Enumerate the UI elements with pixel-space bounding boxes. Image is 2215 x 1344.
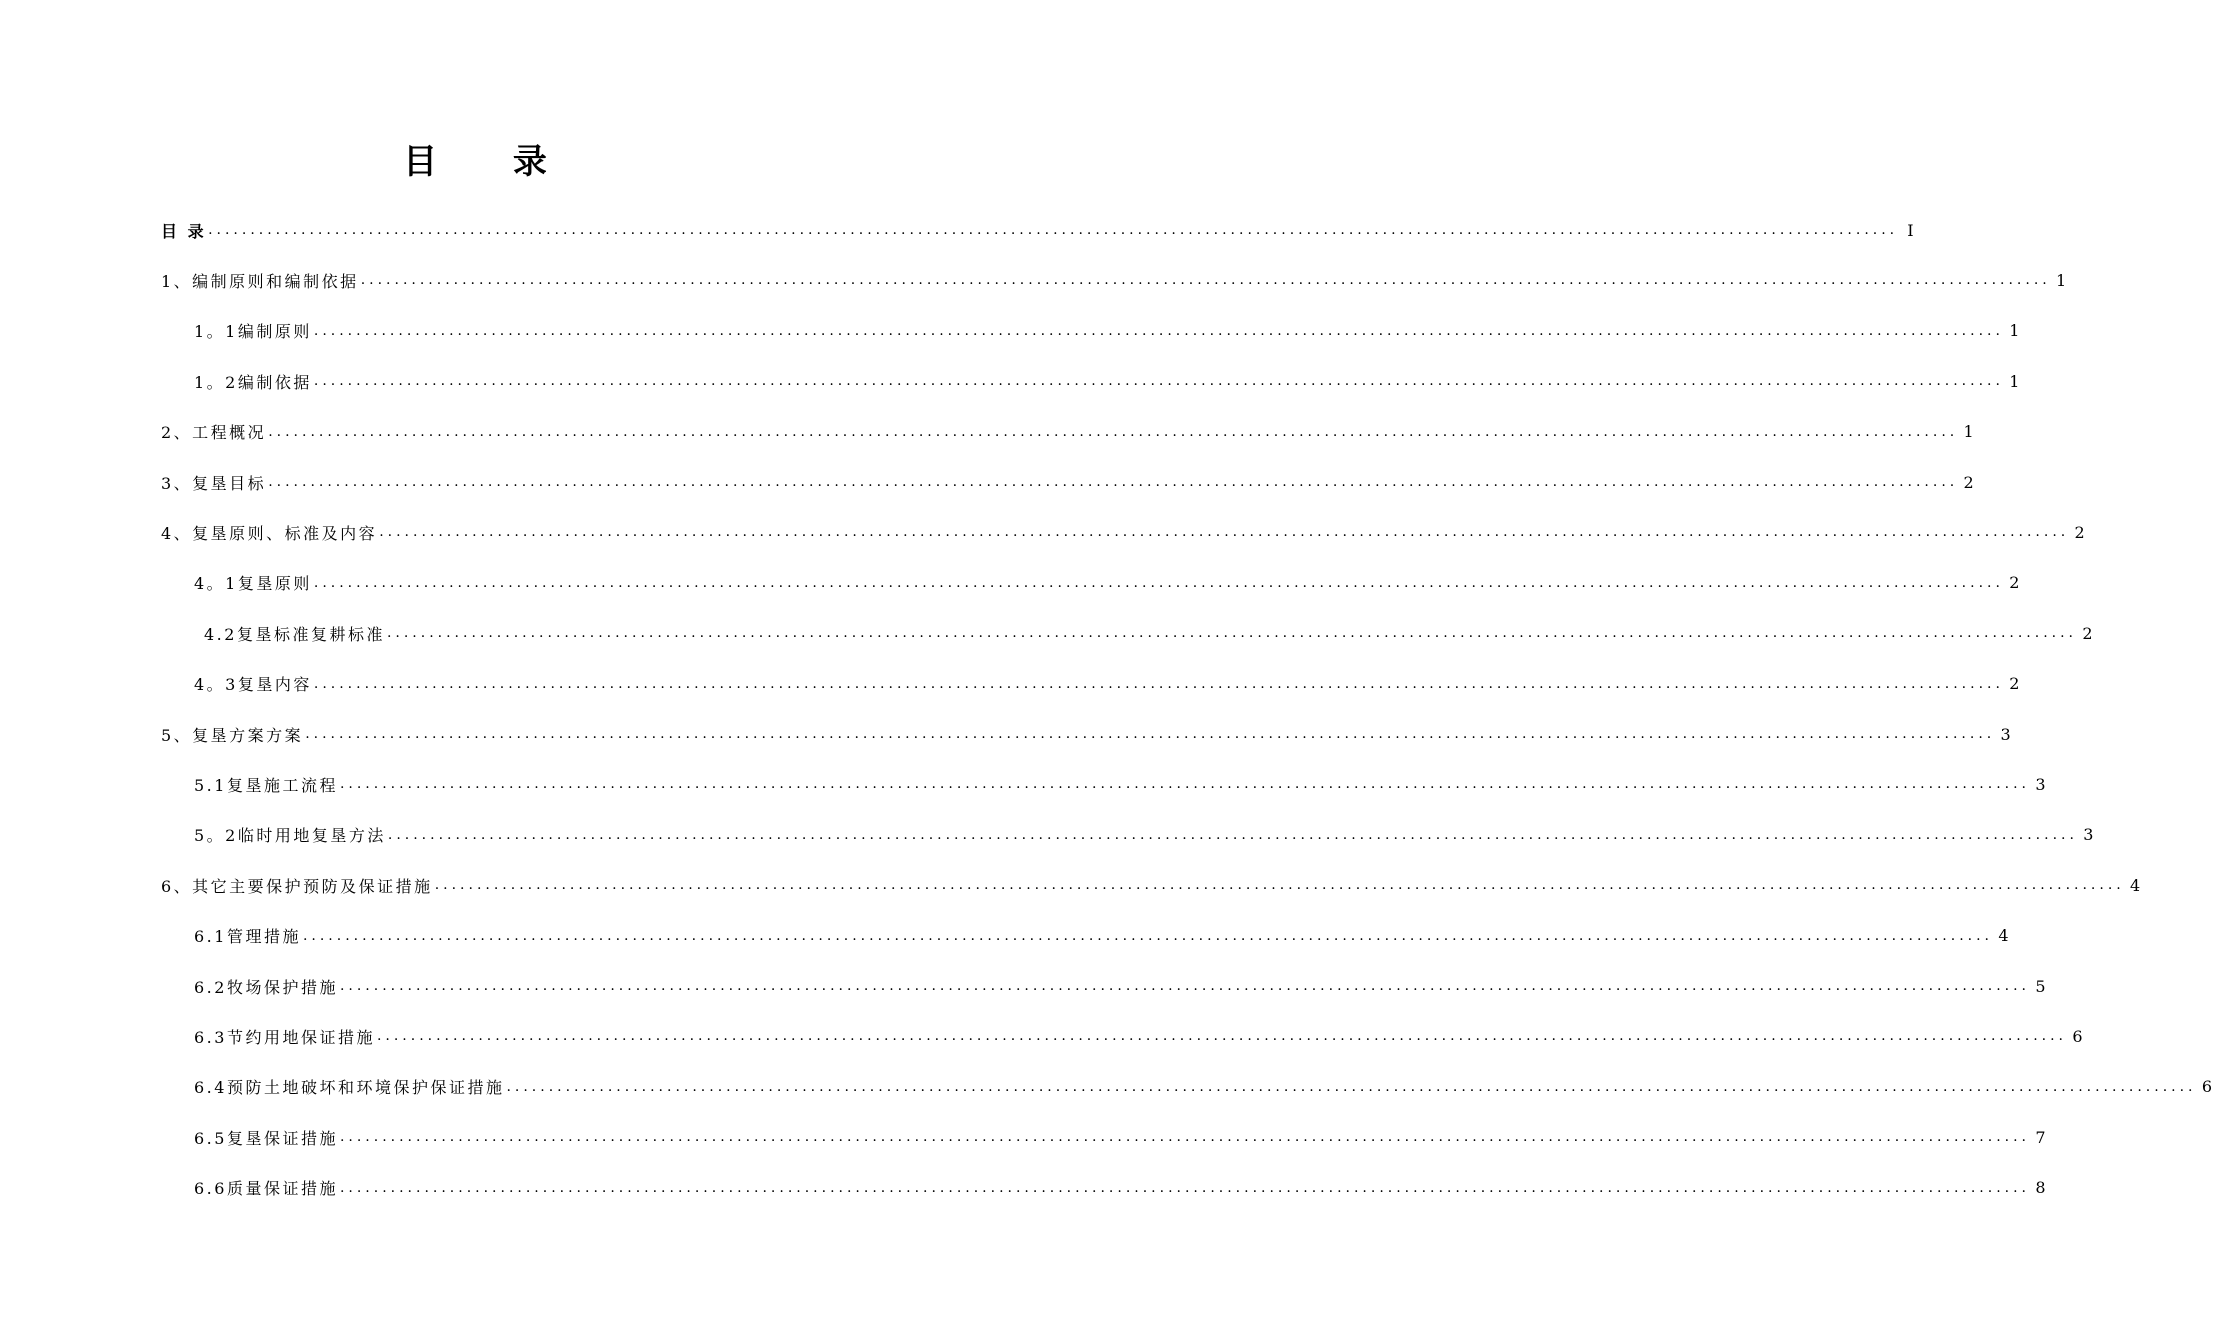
toc-leader-dots: ........................................................................................................................................................................................................ <box>313 373 2004 390</box>
toc-leader-dots: ........................................................................................................................................................................................................ <box>339 1179 2030 1196</box>
toc-page-number: 2 <box>2009 573 2022 593</box>
toc-entry-label: 4.2复垦标准复耕标准 <box>204 624 385 644</box>
toc-entry[interactable] <box>0 961 2048 1011</box>
toc-page-number: 6 <box>2072 1026 2085 1046</box>
toc-leader-dots: ........................................................................................................................................................................................................ <box>268 423 1959 440</box>
toc-entry-label: 5.1复垦施工流程 <box>194 775 338 795</box>
toc-leader-dots: ........................................................................................................................................................................................................ <box>208 222 1899 238</box>
toc-entry[interactable] <box>0 507 2088 557</box>
toc-entry-label: 6.1管理措施 <box>194 927 301 947</box>
toc-leader-dots: ........................................................................................................................................................................................................ <box>302 927 1993 944</box>
toc-entry-label: 2、工程概况 <box>161 423 267 443</box>
toc-entry[interactable] <box>0 558 2022 608</box>
toc-leader-dots: ........................................................................................................................................................................................................ <box>313 322 2004 339</box>
toc-entry-label: 1、编制原则和编制依据 <box>161 271 359 291</box>
toc-leader-dots: ........................................................................................................................................................................................................ <box>268 474 1959 490</box>
toc-entry[interactable] <box>0 1163 2048 1213</box>
toc-entry-label: 5。2临时用地复垦方法 <box>194 826 386 846</box>
toc-entry[interactable] <box>0 709 2014 759</box>
toc-leader-dots: ........................................................................................................................................................................................................ <box>313 574 2004 591</box>
toc-leader-dots: ........................................................................................................................................................................................................ <box>339 978 2030 994</box>
toc-page-number: 3 <box>2083 825 2096 845</box>
toc-entry-label: 5、复垦方案方案 <box>161 725 304 745</box>
toc-leader-dots: ........................................................................................................................................................................................................ <box>434 877 2125 894</box>
toc-entry-label: 目 录 <box>161 221 207 241</box>
toc-entry[interactable] <box>0 457 1977 507</box>
toc-page-number: 6 <box>2201 1077 2215 1097</box>
toc-page-number: 8 <box>2035 1178 2048 1198</box>
toc-entry-label: 6.5复垦保证措施 <box>194 1128 338 1148</box>
toc-entry[interactable] <box>0 608 2095 658</box>
toc-leader-dots: ........................................................................................................................................................................................................ <box>339 776 2030 793</box>
toc-entry-label: 4、复垦原则、标准及内容 <box>161 523 378 543</box>
toc-entry-label: 1。1编制原则 <box>194 322 312 342</box>
toc-entry[interactable] <box>0 1112 2048 1162</box>
toc-entry-label: 1。2编制依据 <box>194 372 312 392</box>
toc-entry[interactable] <box>0 659 2022 709</box>
toc-entry-label: 3、复垦目标 <box>161 473 267 493</box>
toc-entry[interactable] <box>0 911 2011 961</box>
toc-page-number: 1 <box>1963 422 1977 442</box>
toc-entry[interactable] <box>0 255 2069 305</box>
toc-page-number: 3 <box>2000 724 2014 744</box>
toc-entry[interactable] <box>0 759 2048 809</box>
toc-leader-dots: ........................................................................................................................................................................................................ <box>506 1078 2197 1095</box>
toc-leader-dots: ........................................................................................................................................................................................................ <box>379 524 2070 541</box>
toc-entry[interactable] <box>0 356 2022 406</box>
toc-entry-label: 6.3节约用地保证措施 <box>194 1027 375 1047</box>
toc-leader-dots: ........................................................................................................................................................................................................ <box>360 272 2051 289</box>
toc-page-number: 1 <box>2009 371 2022 391</box>
toc-page-number: 2 <box>2082 623 2095 643</box>
toc-page-number: 2 <box>2009 674 2022 694</box>
toc-entry[interactable] <box>0 205 1917 255</box>
toc-leader-dots: ........................................................................................................................................................................................................ <box>313 675 2004 692</box>
toc-entry-label: 6.6质量保证措施 <box>194 1179 338 1199</box>
page-title: 目 录 <box>403 142 579 182</box>
toc-page-number: 3 <box>2035 774 2048 794</box>
toc-page-number: 1 <box>2056 270 2069 290</box>
toc-entry-label: 6.4预防土地破坏和环境保护保证措施 <box>194 1078 505 1098</box>
toc-entry[interactable] <box>0 407 1977 457</box>
toc-entry[interactable] <box>0 306 2022 356</box>
toc-entry-label: 4。3复垦内容 <box>194 675 312 695</box>
toc-entry-label: 6.2牧场保护措施 <box>194 977 338 997</box>
toc-page-number: 4 <box>2130 875 2143 895</box>
toc-entry[interactable] <box>0 1011 2085 1061</box>
toc-page-number: 2 <box>2074 522 2088 542</box>
toc-page-number: 2 <box>1963 472 1977 492</box>
toc-entry[interactable] <box>0 1062 2215 1112</box>
toc-leader-dots: ........................................................................................................................................................................................................ <box>339 1129 2030 1146</box>
toc-leader-dots: ........................................................................................................................................................................................................ <box>386 625 2077 642</box>
toc-entry-label: 6、其它主要保护预防及保证措施 <box>161 876 433 896</box>
toc-entry[interactable] <box>0 860 2143 910</box>
toc-page-number: 5 <box>2035 976 2048 996</box>
toc-leader-dots: ........................................................................................................................................................................................................ <box>305 726 1996 742</box>
toc-page-number: 7 <box>2035 1127 2048 1147</box>
toc-page-number: 1 <box>2009 321 2022 341</box>
toc-page-number: 4 <box>1998 926 2011 946</box>
toc-entry-label: 4。1复垦原则 <box>194 574 312 594</box>
toc-page-number: I <box>1907 220 1917 240</box>
toc-leader-dots: ........................................................................................................................................................................................................ <box>387 826 2078 843</box>
toc-entry[interactable] <box>0 810 2096 860</box>
toc-leader-dots: ........................................................................................................................................................................................................ <box>376 1028 2067 1045</box>
